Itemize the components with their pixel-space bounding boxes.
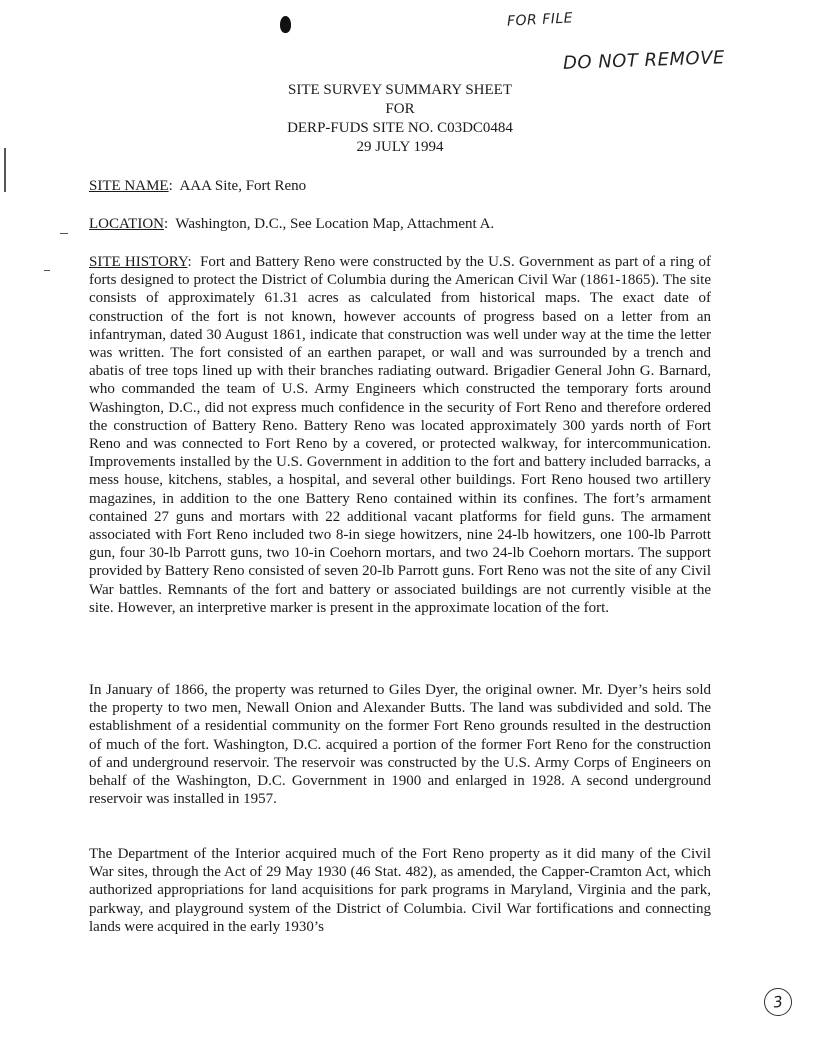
site-history-paragraph-1: Fort and Battery Reno were constructed by the U.S. Government as part of a ring of forts designed to protect the District of Columbia during the American Civil War (1861-1865). The site consists of approximately 61.31 acres as calculated from historical maps. The exact date of construction of the fort is not known, however accounts of progress based on a letter from an infantryman, dated 30 August 1861, indicate that construction was well under way at the time the letter was written. The fort consisted of an earthen parapet, or wall and was surrounded by a trench and abatis of tree tops lined up with their branches radiating outward. Brigadier General John G. Barnard, who commanded the team of U.S. Army Engineers which constructed the temporary forts around Washington, D.C., did not express much confidence in the security of Fort Reno and therefore ordered the construction of Battery Reno. Battery Reno was located approximately 300 yards north of Fort Reno and was connected to Fort Reno by a covered, or protected walkway, for intercommunication. Improvements installed by the U.S. Government in addition to the fort and battery included barracks, a mess house, kitchens, stables, a hospital, and several other buildings. Fort Reno housed two artillery magazines, in addition to the one Battery Reno contained within its confines. The fort’s armament contained 27 guns and mortars with 22 additional vacant platforms for field guns. The armament associated with Fort Reno included two 8-in siege howitzers, nine 24-lb howitzers, one 100-lb Parrott gun, four 30-lb Parrott guns, two 10-in Coehorn mortars, and two 24-lb Coehorn mortars. The support provided by Battery Reno consisted of seven 20-lb Parrott guns. Fort Reno was not the site of any Civil War battles. Remnants of the fort and battery or associated buildings are not currently visible at the site. However, an interpretive marker is present in the approximate location of the fort. <box>89 254 711 616</box>
page-number: 3 <box>762 986 794 1018</box>
label-colon: : <box>168 178 173 194</box>
margin-mark <box>44 270 50 271</box>
header-title: SITE SURVEY SUMMARY SHEET <box>288 82 512 98</box>
site-name-value: AAA Site, Fort Reno <box>179 178 307 194</box>
handwritten-note-do-not-remove: DO NOT REMOVE <box>562 47 726 74</box>
site-history-paragraph-2: In January of 1866, the property was returned to Giles Dyer, the original owner. Mr. Dyer’s heirs sold the property to two men, Newall Onion and Alexander Butts. The land was subdivided and sold. The establishment of a residential community on the former Fort Reno grounds resulted in the destruction of much of the fort. Washington, D.C. acquired a portion of the former Fort Reno for the construction of and underground reservoir. The reservoir was constructed by the U.S. Army Corps of Engineers on behalf of the Washington, D.C. Government in 1900 and enlarged in 1928. A second underground reservoir was installed in 1957. <box>89 682 711 808</box>
location-field <box>89 215 494 234</box>
site-name-field <box>89 177 306 196</box>
document-header <box>200 81 600 157</box>
site-history-paragraph-3: The Department of the Interior acquired much of the Fort Reno property as it did many of the Civil War sites, through the Act of 29 May 1930 (46 Stat. 482), as amended, the Capper-Cramton Act, which authorized appropriations for land acquisitions for park programs in Maryland, Virginia and the park, parkway, and playground system of the District of Columbia. Civil War fortifications and connecting lands were acquired in the early 1930’s <box>89 846 711 935</box>
ink-blot <box>280 16 291 33</box>
site-history-label: SITE HISTORY <box>89 254 188 270</box>
location-label: LOCATION <box>89 216 164 232</box>
site-name-label: SITE NAME <box>89 178 169 194</box>
handwritten-note-for-file: FOR FILE <box>506 10 574 30</box>
location-value: Washington, D.C., See Location Map, Attachment A. <box>175 216 495 232</box>
header-site-number: DERP-FUDS SITE NO. C03DC0484 <box>287 120 513 136</box>
header-for: FOR <box>385 101 415 117</box>
label-colon: : <box>187 254 192 270</box>
label-colon: : <box>164 216 169 232</box>
margin-mark <box>4 148 6 192</box>
site-history-section <box>89 253 711 617</box>
margin-mark <box>60 233 68 234</box>
header-date: 29 JULY 1994 <box>356 139 444 155</box>
